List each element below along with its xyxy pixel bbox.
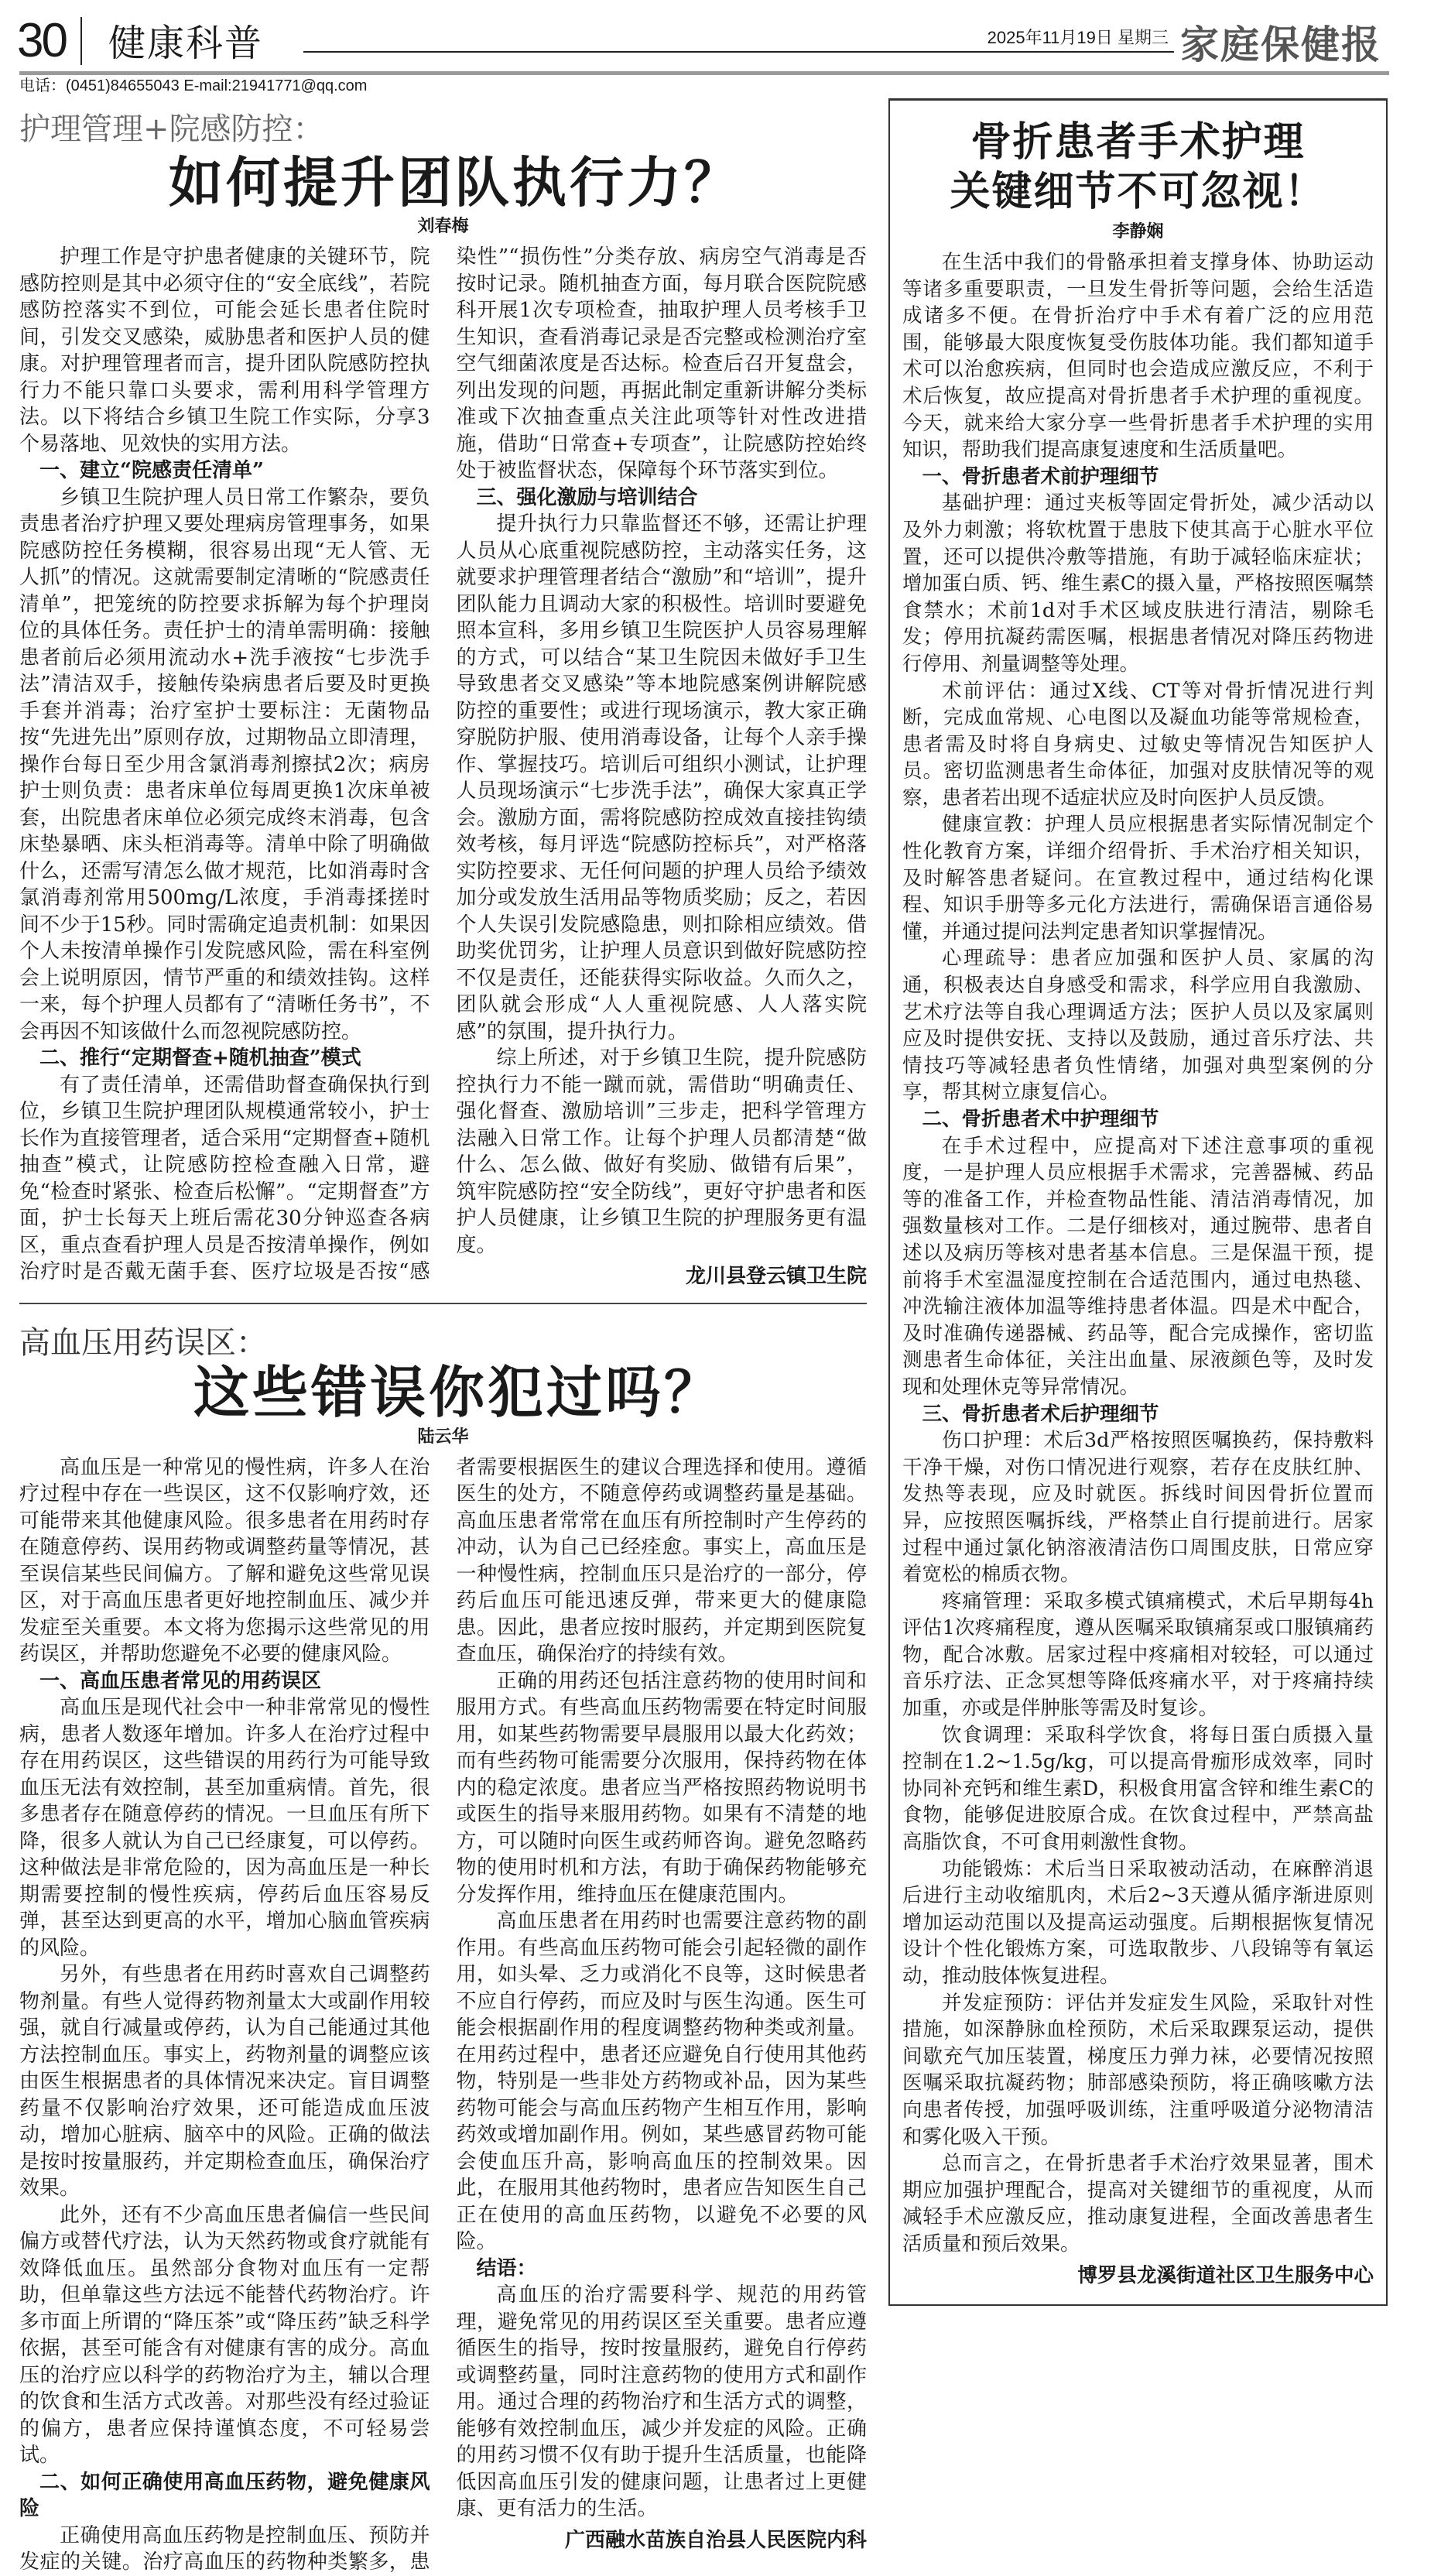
section-heading: 一、高血压患者常见的用药误区 [39, 1669, 322, 1693]
section-heading: 二、如何正确使用高血压药物，避免健康风险 [19, 2470, 430, 2520]
article-body [902, 249, 1374, 2289]
article-body [19, 1454, 867, 2576]
article-byline: 李静娴 [1112, 221, 1164, 242]
paragraph: 术前评估：通过X线、CT等对骨折情况进行判断，完成血常规、心电图以及凝血功能等常规检查，患者需及时将自身病史、过敏史等情况告知医护人员。密切监测患者生命体征，加强对皮肤情况等的观察，患者若出现不适症状应及时向医护人员反馈。 [902, 679, 1374, 810]
paragraph: 综上所述，对于乡镇卫生院，提升院感防控执行力不能一蹴而就，需借助“明确责任、强化督查、激励培训”三步走，把科学管理方法融入日常工作。让每个护理人员都清楚“做什么、怎么做、做好有奖励、做错有后果”，筑牢院感防控“安全防线”，更好守护患者和医护人员健康，让乡镇卫生院的护理服务更有温度。 [456, 1046, 867, 1257]
section-heading: 一、骨折患者术前护理细节 [922, 464, 1159, 488]
paragraph: 另外，有些患者在用药时喜欢自己调整药物剂量。有些人觉得药物剂量太大或副作用较强，就自行减量或停药，认为自己能通过其他方法控制血压。事实上，药物剂量的调整应该由医生根据患者的具体情况来决定。盲目调整药量不仅影响治疗效果，还可能造成血压波动，增加心脏病、脑卒中的风险。正确的做法是按时按量服药，并定期检查血压，确保治疗效果。 [19, 1963, 430, 2200]
article-kicker: 高血压用药误区： [19, 1324, 267, 1361]
paragraph: 健康宣教：护理人员应根据患者实际情况制定个性化教育方案，详细介绍骨折、手术治疗相关知识，及时解答患者疑问。在宣教过程中，通过结构化课程、知识手册等多元化方法进行，需确保语言通俗易懂，并通过提问法判定患者知识掌握情况。 [902, 813, 1374, 944]
section-heading: 二、骨折患者术中护理细节 [922, 1108, 1159, 1131]
issue-date: 2025年11月19日 星期三 [983, 28, 1169, 48]
article-body [19, 244, 867, 1290]
title-line: 关键细节不可忽视！ [950, 168, 1326, 215]
paragraph: 高血压患者在用药时也需要注意药物的副作用。有些高血压药物可能会引起轻微的副作用，如头晕、乏力或消化不良等，这时候患者不应自行停药，而应及时与医生沟通。医生可能会根据副作用的程度调整药物种类或剂量。在用药过程中，患者还应避免自行使用其他药物，特别是一些非处方药物或补品，因为某些药物可能会与高血压药物产生相互作用，影响药效或增加副作用。例如，某些感冒药物可能会使血压升高，影响高血压的控制效果。因此，在服用其他药物时，患者应告知医生自己正在使用的高血压药物，以避免不必要的风险。 [456, 1910, 867, 2253]
article-byline: 刘春梅 [417, 216, 469, 236]
left-column [19, 111, 867, 2576]
title-line: 骨折患者手术护理 [970, 118, 1306, 166]
section-heading: 二、推行“定期督查+随机抽查”模式 [39, 1046, 361, 1070]
paragraph: 有了责任清单，还需借助督查确保执行到位，乡镇卫生院护理团队规模通常较小，护士长作为直接管理者，适合采用“定期督查+随机抽查”模式，让院感防控检查融入日常，避免“检查时紧张、检查后松懈”。“定期督查”方面，护士长每天上班后需花30分钟巡查各病区，重点查看护理人员是否按清单操作，例如治疗时是否戴无菌手套、医疗垃圾是否按“感染性”“损伤性”分类存放、病房空气消毒是否按时记录。随机抽查方面，每月联合医院院感科开展1次专项检查，抽取护理人员考核手卫生知识，查看消毒记录是否完整或检测治疗室空气细菌浓度是否达标。检查后召开复盘会，列出发现的问题，再据此制定重新讲解分类标准或下次抽查重点关注此项等针对性改进措施，借助“日常查+专项查”，让院感防控始终处于被监督状态，保障每个环节落实到位。 [19, 245, 867, 1283]
article-byline: 陆云华 [417, 1426, 469, 1447]
contact-info: 电话：(0451)84655043 E-mail:21941771@qq.com [19, 77, 368, 94]
newspaper-logo: 家庭保健报 [1180, 22, 1381, 67]
paragraph: 乡镇卫生院护理人员日常工作繁杂，要负责患者治疗护理又要处理病房管理事务，如果院感防控任务模糊，很容易出现“无人管、无人抓”的情况。这就需要制定清晰的“院感责任清单”，把笼统的防控要求拆解为每个护理岗位的具体任务。责任护士的清单需明确：接触患者前后必须用流动水+洗手液按“七步洗手法”清洁双手，接触传染病患者后要及时更换手套并消毒；治疗室护士要标注：无菌物品按“先进先出”原则存放，过期物品立即清理，操作台每日至少用含氯消毒剂擦拭2次；病房护士则负责：患者床单位每周更换1次床单被套，出院患者床单位必须完成终末消毒，包含床垫暴晒、床头柜消毒等。清单中除了明确做什么，还需写清怎么做才规范，比如消毒时含氯消毒剂常用500mg/L浓度，手消毒揉搓时间不少于15秒。同时需确定追责机制：如果因个人未按清单操作引发院感风险，需在科室例会上说明原因，情节严重的和绩效挂钩。这样一来，每个护理人员都有了“清晰任务书”，不会再因不知该做什么而忽视院感防控。 [19, 485, 430, 1043]
header-bar [19, 71, 1389, 75]
masthead-rule [303, 51, 1174, 53]
section-title: 健康科普 [108, 22, 264, 65]
article-source: 博罗县龙溪街道社区卫生服务中心 [1077, 2263, 1374, 2287]
paragraph: 高血压是现代社会中一种非常常见的慢性病，患者人数逐年增加。许多人在治疗过程中存在用药误区，这些错误的用药行为可能导致血压无法有效控制，甚至加重病情。首先，很多患者存在随意停药的情况。一旦血压有所下降，很多人就认为自己已经康复，可以停药。这种做法是非常危险的，因为高血压是一种长期需要控制的慢性疾病，停药后血压容易反弹，甚至达到更高的水平，增加心脑血管疾病的风险。 [19, 1696, 430, 1960]
paragraph: 高血压是一种常见的慢性病，许多人在治疗过程中存在一些误区，这不仅影响疗效，还可能带来其他健康风险。很多患者在用药时存在随意停药、误用药物或调整药量等情况，甚至误信某些民间偏方。了解和避免这些常见误区，对于高血压患者更好地控制血压、减少并发症至关重要。本文将为您揭示这些常见的用药误区，并帮助您避免不必要的健康风险。 [19, 1455, 430, 1666]
paragraph: 正确的用药还包括注意药物的使用时间和服用方式。有些高血压药物需要在特定时间服用，如某些药物需要早晨服用以最大化药效；而有些药物可能需要分次服用，保持药物在体内的稳定浓度。患者应当严格按照药物说明书或医生的指导来服用药物。如果有不清楚的地方，可以随时向医生或药师咨询。避免忽略药物的使用时机和方法，有助于确保药物能够充分发挥作用，维持血压在健康范围内。 [456, 1669, 867, 1906]
article-box [888, 98, 1388, 2306]
paragraph: 提升执行力只靠监督还不够，还需让护理人员从心底重视院感防控，主动落实任务，这就要求护理管理者结合“激励”和“培训”，提升团队能力且调动大家的积极性。培训时要避免照本宣科，多用乡镇卫生院医护人员容易理解的方式，可以结合“某卫生院因未做好手卫生导致患者交叉感染”等本地院感案例讲解院感防控的重要性；或进行现场演示，教大家正确穿脱防护服、使用消毒设备，让每个人亲手操作、掌握技巧。培训后可组织小测试，让护理人员现场演示“七步洗手法”，确保大家真正学会。激励方面，需将院感防控成效直接挂钩绩效考核，每月评选“院感防控标兵”，对严格落实防控要求、无任何问题的护理人员给予绩效加分或发放生活用品等物质奖励；反之，若因个人失误引发院感隐患，则扣除相应绩效。借助奖优罚劣，让护理人员意识到做好院感防控不仅是责任，还能获得实际收益。久而久之，团队就会形成“人人重视院感、人人落实院感”的氛围，提升执行力。 [456, 512, 867, 1043]
article-source: 广西融水苗族自治县人民医院内科 [564, 2528, 867, 2552]
paragraph: 伤口护理：术后3d严格按照医嘱换药，保持敷料干净干燥，对伤口情况进行观察，若存在皮肤红肿、发热等表现，应及时就医。拆线时间因骨折位置而异，应按照医嘱拆线，严格禁止自行提前进行。居家过程中通过氯化钠溶液清洁伤口周围皮肤，日常应穿着宽松的棉质衣物。 [902, 1429, 1374, 1587]
masthead-divider [80, 17, 82, 65]
section-heading: 结语： [476, 2256, 537, 2280]
section-heading: 三、骨折患者术后护理细节 [922, 1402, 1159, 1426]
paragraph: 护理工作是守护患者健康的关键环节，院感防控则是其中必须守住的“安全底线”，若院感防控落实不到位，可能会延长患者住院时间，引发交叉感染，威胁患者和医护人员的健康。对护理管理者而言，提升团队院感防控执行力不能只靠口头要求，需利用科学管理方法。以下将结合乡镇卫生院工作实际，分享3个易落地、见效快的实用方法。 [19, 245, 430, 456]
paragraph: 并发症预防：评估并发症发生风险，采取针对性措施，如深静脉血栓预防，术后采取踝泵运动，提供间歇充气加压装置，梯度压力弹力袜，必要情况按照医嘱采取抗凝药物；肺部感染预防，将正确咳嗽方法向患者传授，加强呼吸训练，注重呼吸道分泌物清洁和雾化吸入干预。 [902, 1991, 1374, 2149]
paragraph: 正确使用高血压药物是控制血压、预防并发症的关键。治疗高血压的药物种类繁多，患者需要根据医生的建议合理选择和使用。遵循医生的处方，不随意停药或调整药量是基础。高血压患者常常在血压有所控制时产生停药的冲动，认为自己已经痊愈。事实上，高血压是一种慢性病，控制血压只是治疗的一部分，停药后血压可能迅速反弹，带来更大的健康隐患。因此，患者应按时服药，并定期到医院复查血压，确保治疗的持续有效。 [19, 1455, 867, 2574]
article-source: 龙川县登云镇卫生院 [685, 1265, 867, 1288]
paragraph: 饮食调理：采取科学饮食，将每日蛋白质摄入量控制在1.2~1.5g/kg，可以提高骨痂形成效率，同时协同补充钙和维生素D，积极食用富含锌和维生素C的食物，能够促进胶原合成。在饮食过程中，严禁高盐高脂饮食，不可食用刺激性食物。 [902, 1723, 1374, 1855]
article-title [902, 118, 1374, 217]
paragraph: 在手术过程中，应提高对下述注意事项的重视度，一是护理人员应根据手术需求，完善器械、药品等的准备工作，并检查物品性能、清洁消毒情况，加强数量核对工作。二是仔细核对，通过腕带、患者自述以及病历等核对患者基本信息。三是保温干预，提前将手术室温湿度控制在合适范围内，通过电热毯、冲洗输注液体加温等维持患者体温。四是术中配合，及时准确传递器械、药品等，配合完成操作，密切监测患者生命体征，关注出血量、尿液颜色等，及时发现和处理休克等异常情况。 [902, 1134, 1374, 1399]
article-title: 如何提升团队执行力？ [169, 150, 741, 214]
section-heading: 三、强化激励与培训结合 [476, 485, 698, 509]
paragraph: 此外，还有不少高血压患者偏信一些民间偏方或替代疗法，认为天然药物或食疗就能有效降低血压。虽然部分食物对血压有一定帮助，但单靠这些方法远不能替代药物治疗。许多市面上所谓的“降压茶”或“降压药”缺乏科学依据，甚至可能含有对健康有害的成分。高血压的治疗应以科学的药物治疗为主，辅以合理的饮食和生活方式改善。对那些没有经过验证的偏方，患者应保持谨慎态度，不可轻易尝试。 [19, 2203, 430, 2467]
paragraph: 功能锻炼：术后当日采取被动活动，在麻醉消退后进行主动收缩肌肉，术后2~3天遵从循序渐进原则增加运动范围以及提高运动强度。后期根据恢复情况设计个性化锻炼方案，可选取散步、八段锦等有氧运动，推动肢体恢复进程。 [902, 1857, 1374, 1988]
paragraph: 心理疏导：患者应加强和医护人员、家属的沟通，积极表达自身感受和需求，科学应用自我激励、艺术疗法等自我心理调适方法；医护人员以及家属则应及时提供安抚、支持以及鼓励，通过音乐疗法、共情技巧等减轻患者负性情绪，加强对典型案例的分享，帮其树立康复信心。 [902, 947, 1374, 1105]
paragraph: 疼痛管理：采取多模式镇痛模式，术后早期每4h评估1次疼痛程度，遵从医嘱采取镇痛泵或口服镇痛药物，配合冰敷。居家过程中疼痛相对较轻，可以通过音乐疗法、正念冥想等降低疼痛水平，对于疼痛持续加重，亦或是伴肿胀等需及时复诊。 [902, 1589, 1374, 1721]
page-number: 30 [17, 14, 66, 67]
paragraph: 基础护理：通过夹板等固定骨折处，减少活动以及外力刺激；将软枕置于患肢下使其高于心脏水平位置，还可以提供冷敷等措施，有助于减轻临床症状；增加蛋白质、钙、维生素C的摄入量，严格按照医嘱禁食禁水；术前1d对手术区域皮肤进行清洁，剔除毛发；停用抗凝药需医嘱，根据患者情况对降压药物进行停用、剂量调整等处理。 [902, 492, 1374, 676]
section-heading: 一、建立“院感责任清单” [39, 459, 264, 482]
article-divider [19, 1303, 867, 1304]
paragraph: 在生活中我们的骨骼承担着支撑身体、协助运动等诸多重要职责，一旦发生骨折等问题，会给生活造成诸多不便。在骨折治疗中手术有着广泛的应用范围，能够最大限度恢复受伤肢体功能。我们都知道手术可以治愈疾病，但同时也会造成应激反应，不利于术后恢复，故应提高对骨折患者手术护理的重视度。今天，就来给大家分享一些骨折患者手术护理的实用知识，帮助我们提高康复速度和生活质量吧。 [902, 251, 1374, 462]
article-kicker: 护理管理+院感防控： [19, 111, 324, 147]
paragraph: 高血压的治疗需要科学、规范的用药管理，避免常见的用药误区至关重要。患者应遵循医生的指导，按时按量服药，避免自行停药或调整药量，同时注意药物的使用方式和副作用。通过合理的药物治疗和生活方式的调整，能够有效控制血压，减少并发症的风险。正确的用药习惯不仅有助于提升生活质量，也能降低因高血压引发的健康问题，让患者过上更健康、更有活力的生活。 [456, 2283, 867, 2520]
article-title: 这些错误你犯过吗？ [193, 1358, 724, 1425]
paragraph: 总而言之，在骨折患者手术治疗效果显著，围术期应加强护理配合，提高对关键细节的重视度，从而减轻手术应激反应，推动康复进程，全面改善患者生活质量和预后效果。 [902, 2152, 1374, 2256]
